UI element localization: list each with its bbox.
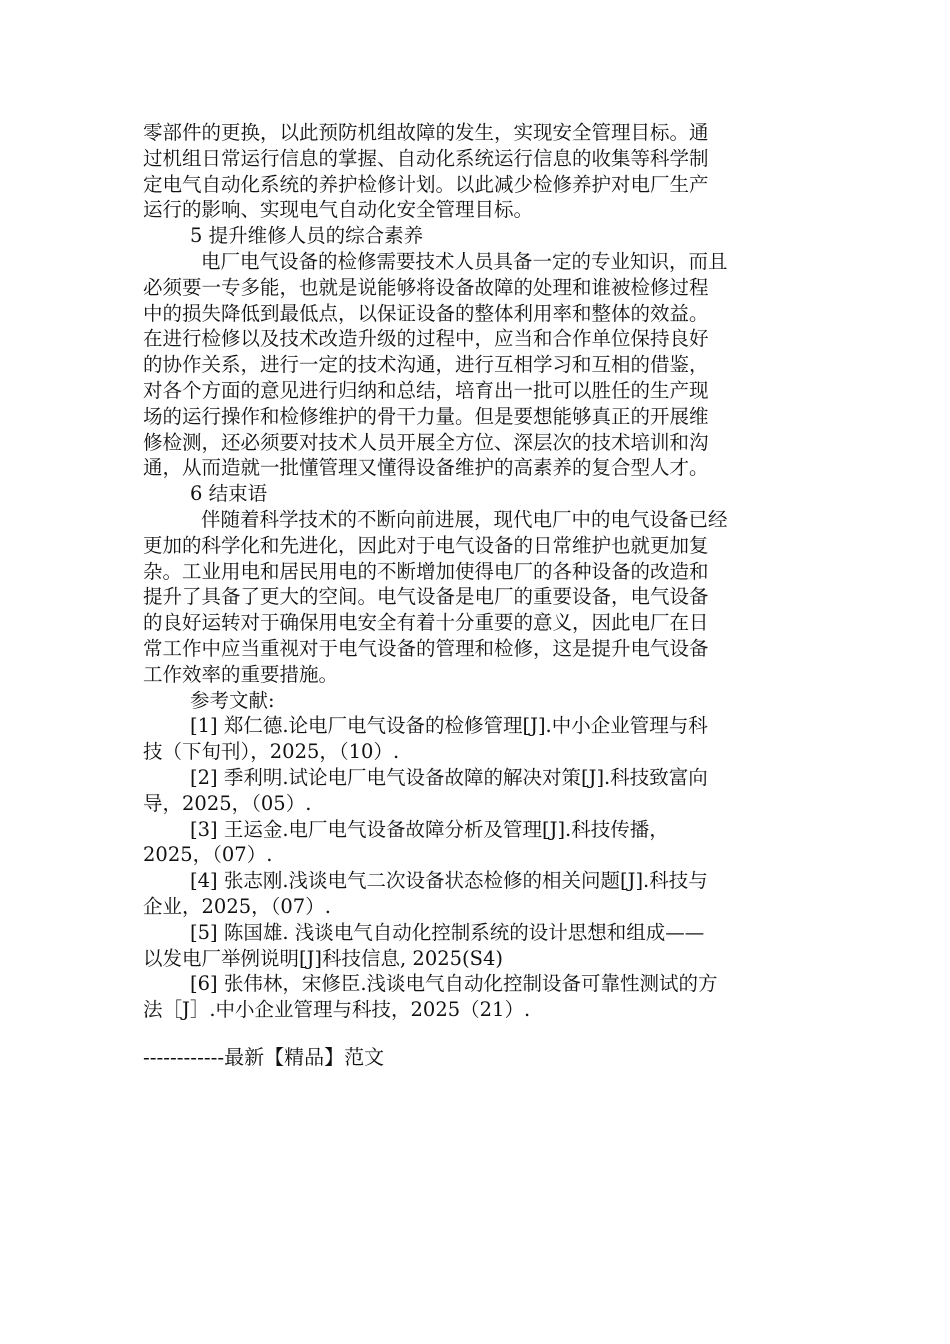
reference-item: [5] 陈国雄. 浅谈电气自动化控制系统的设计思想和组成—— <box>190 920 705 944</box>
paragraph-line: 的协作关系，进行一定的技术沟通，进行互相学习和互相的借鉴， <box>143 353 709 377</box>
reference-item: [4] 张志刚.浅谈电气二次设备状态检修的相关问题[J].科技与 <box>190 869 708 893</box>
reference-item: [1] 郑仁德.论电厂电气设备的检修管理[J].中小企业管理与科 <box>190 714 708 738</box>
reference-item-continuation: 2025，（07）. <box>143 843 273 867</box>
reference-item-continuation: 企业，2025，（07）. <box>143 894 331 918</box>
paragraph-line: 中的损失降低到最低点，以保证设备的整体利用率和整体的效益。 <box>143 301 709 325</box>
paragraph-line: 提升了具备了更大的空间。电气设备是电厂的重要设备，电气设备 <box>143 585 709 609</box>
paragraph-line: 必须要一专多能，也就是说能够将设备故障的处理和谁被检修过程 <box>143 275 709 299</box>
body-line: 定电气自动化系统的养护检修计划。以此减少检修养护对电厂生产 <box>143 172 709 196</box>
body-line: 过机组日常运行信息的掌握、自动化系统运行信息的收集等科学制 <box>143 146 709 170</box>
paragraph-line: 电厂电气设备的检修需要技术人员具备一定的专业知识，而且 <box>201 249 728 273</box>
paragraph-line: 在进行检修以及技术改造升级的过程中，应当和合作单位保持良好 <box>143 327 709 351</box>
section-heading: 5 提升维修人员的综合素养 <box>190 224 424 248</box>
paragraph-line: 的良好运转对于确保用电安全有着十分重要的意义，因此电厂在日 <box>143 611 709 635</box>
reference-item-continuation: 导，2025，（05）. <box>143 791 312 815</box>
paragraph-line: 修检测，还必须要对技术人员开展全方位、深层次的技术培训和沟 <box>143 430 709 454</box>
reference-item: [3] 王运金.电厂电气设备故障分析及管理[J].科技传播， <box>190 817 669 841</box>
body-line: 运行的影响、实现电气自动化安全管理目标。 <box>143 198 534 222</box>
reference-item: [2] 季利明.试论电厂电气设备故障的解决对策[J].科技致富向 <box>190 765 708 789</box>
paragraph-line: 常工作中应当重视对于电气设备的管理和检修，这是提升电气设备 <box>143 636 709 660</box>
reference-item-continuation: 以发电厂举例说明[J]科技信息, 2025(S4) <box>143 946 504 970</box>
paragraph-line: 对各个方面的意见进行归纳和总结，培育出一批可以胜任的生产现 <box>143 378 709 402</box>
reference-item-continuation: 法［J］.中小企业管理与科技，2025（21）. <box>143 998 531 1022</box>
paragraph-line: 更加的科学化和先进化，因此对于电气设备的日常维护也就更加复 <box>143 533 709 557</box>
footer-text: ------------最新【精品】范文 <box>143 1045 385 1069</box>
section-heading: 6 结束语 <box>190 482 268 506</box>
reference-item: [6] 张伟林，宋修臣.浅谈电气自动化控制设备可靠性测试的方 <box>190 972 718 996</box>
reference-item-continuation: 技（下旬刊），2025，（10）. <box>143 740 400 764</box>
body-line: 零部件的更换，以此预防机组故障的发生，实现安全管理目标。通 <box>143 121 709 144</box>
paragraph-line: 杂。工业用电和居民用电的不断增加使得电厂的各种设备的改造和 <box>143 559 709 583</box>
document-body <box>143 120 808 1023</box>
paragraph-line: 场的运行操作和检修维护的骨干力量。但是要想能够真正的开展维 <box>143 404 709 428</box>
paragraph-line: 通，从而造就一批懂管理又懂得设备维护的高素养的复合型人才。 <box>143 456 709 480</box>
paragraph-line: 工作效率的重要措施。 <box>143 662 339 686</box>
references-heading: 参考文献: <box>190 688 275 712</box>
paragraph-line: 伴随着科学技术的不断向前进展，现代电厂中的电气设备已经 <box>201 507 728 531</box>
